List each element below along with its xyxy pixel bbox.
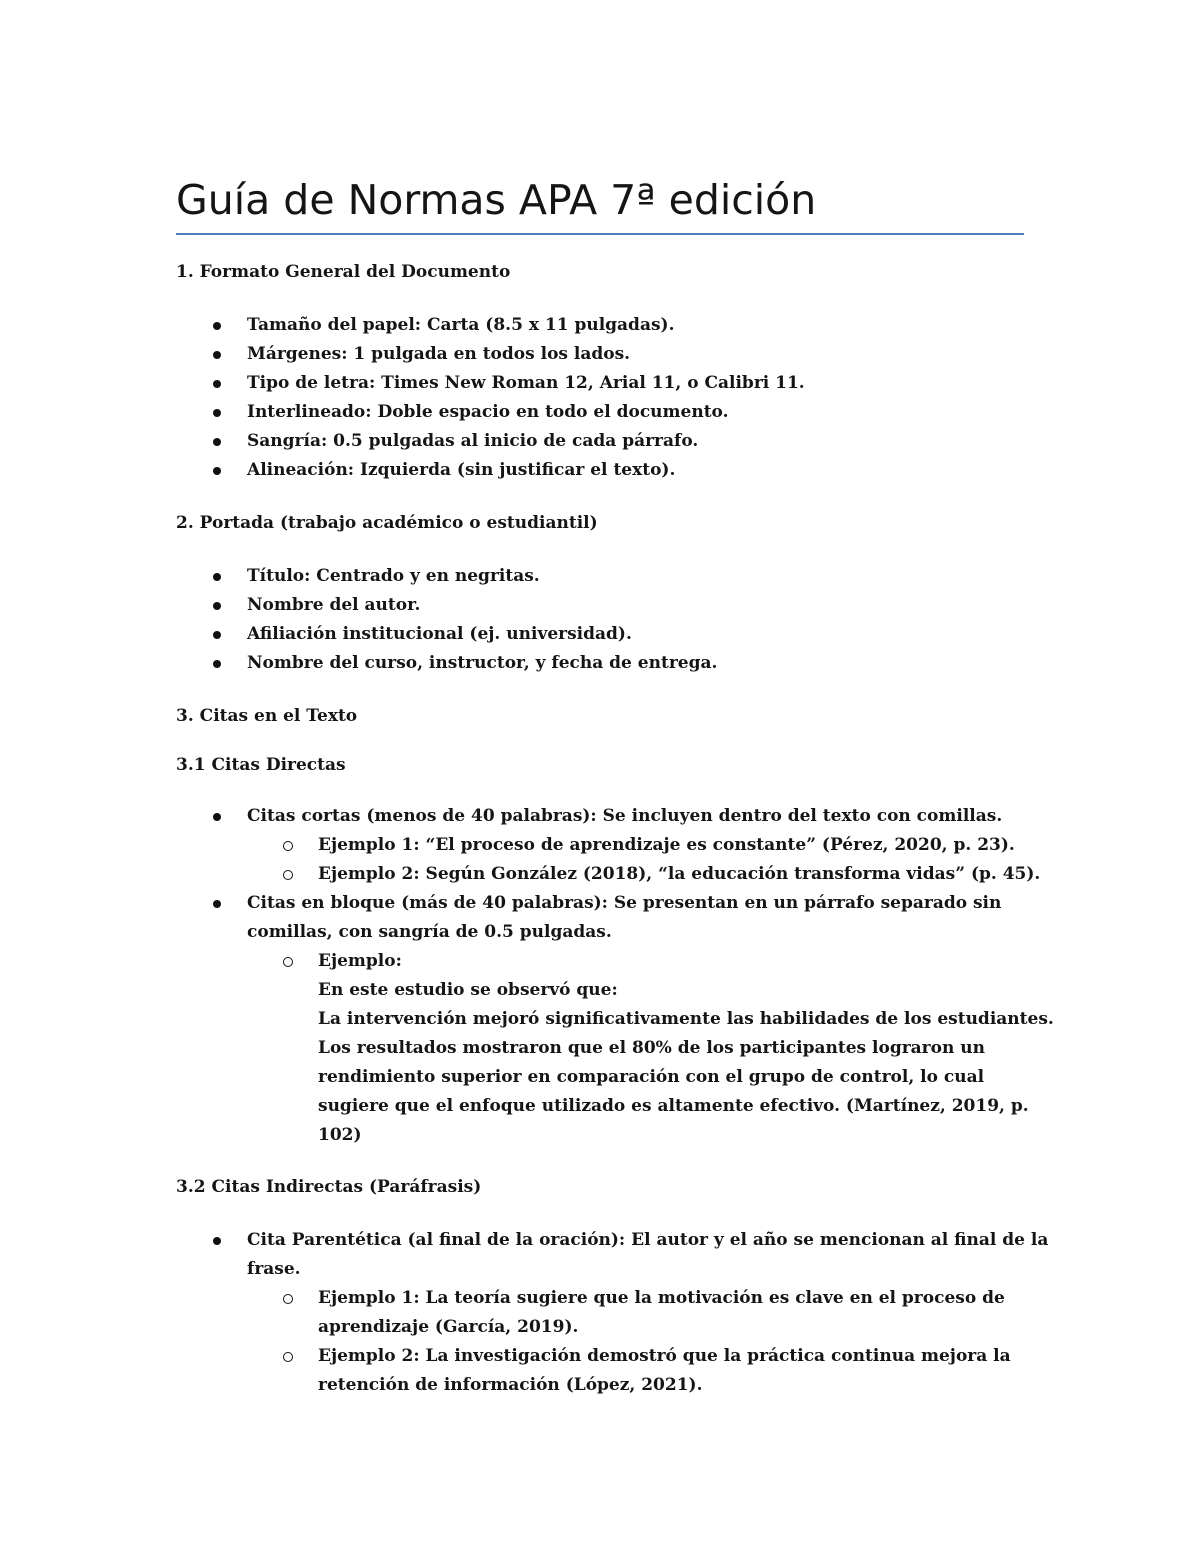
block-quote-line: sugiere que el enfoque utilizado es altamente efectivo. (Martínez, 2019, p. xyxy=(318,1096,1029,1116)
document-title: Guía de Normas APA 7ª edición xyxy=(176,176,817,224)
list-item: Citas en bloque (más de 40 palabras): Se presentan en un párrafo separado sin xyxy=(247,893,1002,913)
subsection-heading-directas: 3.1 Citas Directas xyxy=(176,755,346,775)
block-quote-line: La intervención mejoró significativamente las habilidades de los estudiantes. xyxy=(318,1009,1054,1029)
list-item: Ejemplo 2: Según González (2018), “la educación transforma vidas” (p. 45). xyxy=(318,864,1041,884)
list-item: Tamaño del papel: Carta (8.5 x 11 pulgadas). xyxy=(247,315,675,335)
bullet-icon xyxy=(213,438,221,446)
bullet-icon xyxy=(213,631,221,639)
bullet-icon xyxy=(213,573,221,581)
bullet-icon xyxy=(213,660,221,668)
list-item: Citas cortas (menos de 40 palabras): Se incluyen dentro del texto con comillas. xyxy=(247,806,1003,826)
circle-bullet-icon xyxy=(283,841,293,851)
list-item-continuation: frase. xyxy=(247,1259,301,1279)
list-item: Ejemplo 1: “El proceso de aprendizaje es constante” (Pérez, 2020, p. 23). xyxy=(318,835,1015,855)
list-item: Nombre del autor. xyxy=(247,595,421,615)
bullet-icon xyxy=(213,351,221,359)
list-item-continuation: aprendizaje (García, 2019). xyxy=(318,1317,579,1337)
list-item: Afiliación institucional (ej. universidad). xyxy=(247,624,632,644)
block-quote-line: rendimiento superior en comparación con el grupo de control, lo cual xyxy=(318,1067,985,1087)
section-heading-formato: 1. Formato General del Documento xyxy=(176,262,511,282)
block-quote-line: En este estudio se observó que: xyxy=(318,980,618,1000)
list-item: Márgenes: 1 pulgada en todos los lados. xyxy=(247,344,631,364)
list-item: Título: Centrado y en negritas. xyxy=(247,566,540,586)
list-item: Alineación: Izquierda (sin justificar el texto). xyxy=(247,460,676,480)
list-item: Cita Parentética (al final de la oración): El autor y el año se mencionan al final de la xyxy=(247,1230,1049,1250)
list-item: Ejemplo: xyxy=(318,951,402,971)
circle-bullet-icon xyxy=(283,870,293,880)
circle-bullet-icon xyxy=(283,957,293,967)
section-heading-portada: 2. Portada (trabajo académico o estudiantil) xyxy=(176,513,598,533)
circle-bullet-icon xyxy=(283,1294,293,1304)
list-item: Tipo de letra: Times New Roman 12, Arial 11, o Calibri 11. xyxy=(247,373,805,393)
list-item: Ejemplo 2: La investigación demostró que la práctica continua mejora la xyxy=(318,1346,1011,1366)
list-item: Sangría: 0.5 pulgadas al inicio de cada párrafo. xyxy=(247,431,699,451)
bullet-icon xyxy=(213,380,221,388)
bullet-icon xyxy=(213,322,221,330)
circle-bullet-icon xyxy=(283,1352,293,1362)
block-quote-line: 102) xyxy=(318,1125,362,1145)
list-item-continuation: comillas, con sangría de 0.5 pulgadas. xyxy=(247,922,612,942)
list-item: Nombre del curso, instructor, y fecha de entrega. xyxy=(247,653,718,673)
section-heading-citas: 3. Citas en el Texto xyxy=(176,706,358,726)
title-underline xyxy=(176,233,1024,235)
subsection-heading-indirectas: 3.2 Citas Indirectas (Paráfrasis) xyxy=(176,1177,482,1197)
list-item: Ejemplo 1: La teoría sugiere que la motivación es clave en el proceso de xyxy=(318,1288,1005,1308)
bullet-icon xyxy=(213,602,221,610)
list-item: Interlineado: Doble espacio en todo el documento. xyxy=(247,402,729,422)
bullet-icon xyxy=(213,467,221,475)
list-item-continuation: retención de información (López, 2021). xyxy=(318,1375,703,1395)
bullet-icon xyxy=(213,1237,221,1245)
bullet-icon xyxy=(213,813,221,821)
block-quote-line: Los resultados mostraron que el 80% de los participantes lograron un xyxy=(318,1038,985,1058)
bullet-icon xyxy=(213,900,221,908)
bullet-icon xyxy=(213,409,221,417)
